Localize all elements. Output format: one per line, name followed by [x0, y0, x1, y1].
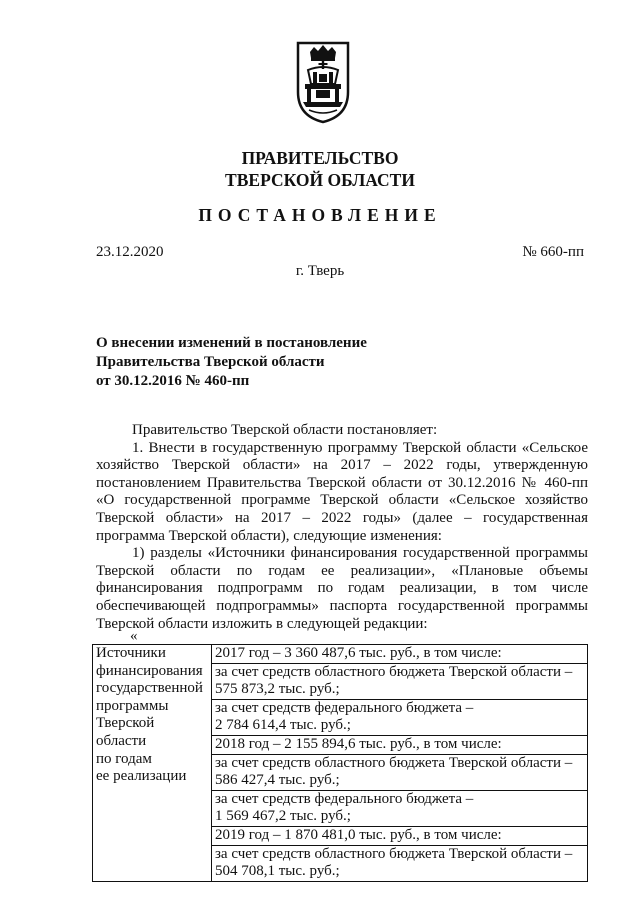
label-line: Источники: [96, 645, 166, 661]
value-cell: [212, 826, 588, 845]
value-line: за счет средств областного бюджета Тверской области –: [215, 845, 573, 862]
label-line: финансирования: [96, 662, 203, 679]
table-row: [93, 645, 588, 664]
value-line: 504 708,1 тыс. руб.;: [215, 863, 340, 880]
label-line: ее реализации: [96, 768, 187, 785]
value-cell: [212, 845, 588, 881]
opening-quote: «: [130, 628, 138, 644]
paragraph-item-1: 1. Внести в государственную программу Тверской области «Сельское хозяйство Тверской области» на 2017 – 2022 годы, утвержденную постановлением Правительства Тверской области от 30.12.2016 № 460-пп «О государственной программе Тверской области «Сельское хозяйство Тверской области» на 2017 – 2022 годы» (далее – государственная программа Тверской области), следующие изменения:: [96, 439, 588, 544]
label-line: Тверской: [96, 715, 155, 732]
value-line: 2018 год – 2 155 894,6 тыс. руб., в том числе:: [215, 735, 502, 752]
label-line: области: [96, 732, 147, 749]
label-line: государственной: [96, 680, 203, 697]
document-type: ПОСТАНОВЛЕНИЕ: [198, 205, 442, 225]
paragraph-item-1-1: 1) разделы «Источники финансирования государственной программы Тверской области по годам ее реализации», «Плановые объемы финансирования подпрограмм по годам реализации, в том числе обеспечивающей подпрограммы» паспорта государственной программы Тверской области изложить в следующей редакции:: [96, 545, 588, 632]
value-line: 1 569 467,2 тыс. руб.;: [215, 808, 351, 825]
financing-value-cell: [212, 645, 588, 664]
document-subject: [96, 334, 367, 391]
value-cell: [212, 754, 588, 790]
subject-line: О внесении изменений в постановление: [96, 335, 367, 351]
subject-line: от 30.12.2016 № 460-пп: [96, 373, 250, 389]
value-cell: [212, 699, 588, 735]
value-line: за счет средств областного бюджета Тверской области –: [215, 754, 573, 771]
value-line: за счет средств федерального бюджета –: [215, 699, 474, 716]
value-line: 2 784 614,4 тыс. руб.;: [215, 717, 351, 734]
document-date: 23.12.2020: [96, 244, 164, 260]
value-line: 575 873,2 тыс. руб.;: [215, 681, 340, 698]
value-cell: [212, 663, 588, 699]
tver-coat-of-arms-icon: [295, 40, 351, 124]
value-line: 2019 год – 1 870 481,0 тыс. руб., в том числе:: [215, 826, 502, 843]
paragraph-preamble: Правительство Тверской области постановляет:: [132, 422, 438, 438]
document-body: [96, 422, 588, 633]
value-cell: [212, 735, 588, 754]
document-city: г. Тверь: [295, 263, 345, 279]
document-number: № 660-пп: [522, 244, 584, 260]
government-name-line1: ПРАВИТЕЛЬСТВО: [241, 148, 399, 168]
financing-sources-table: [92, 644, 588, 882]
value-line: за счет средств федерального бюджета –: [215, 790, 474, 807]
value-line: 2017 год – 3 360 487,6 тыс. руб., в том числе:: [215, 645, 502, 661]
value-cell: [212, 790, 588, 826]
value-line: за счет средств областного бюджета Тверской области –: [215, 663, 573, 680]
value-line: 586 427,4 тыс. руб.;: [215, 772, 340, 789]
financing-label-cell: [93, 645, 212, 882]
label-line: программы: [96, 697, 169, 714]
label-line: по годам: [96, 750, 152, 767]
subject-line: Правительства Тверской области: [96, 354, 325, 370]
government-name-line2: ТВЕРСКОЙ ОБЛАСТИ: [225, 170, 415, 190]
